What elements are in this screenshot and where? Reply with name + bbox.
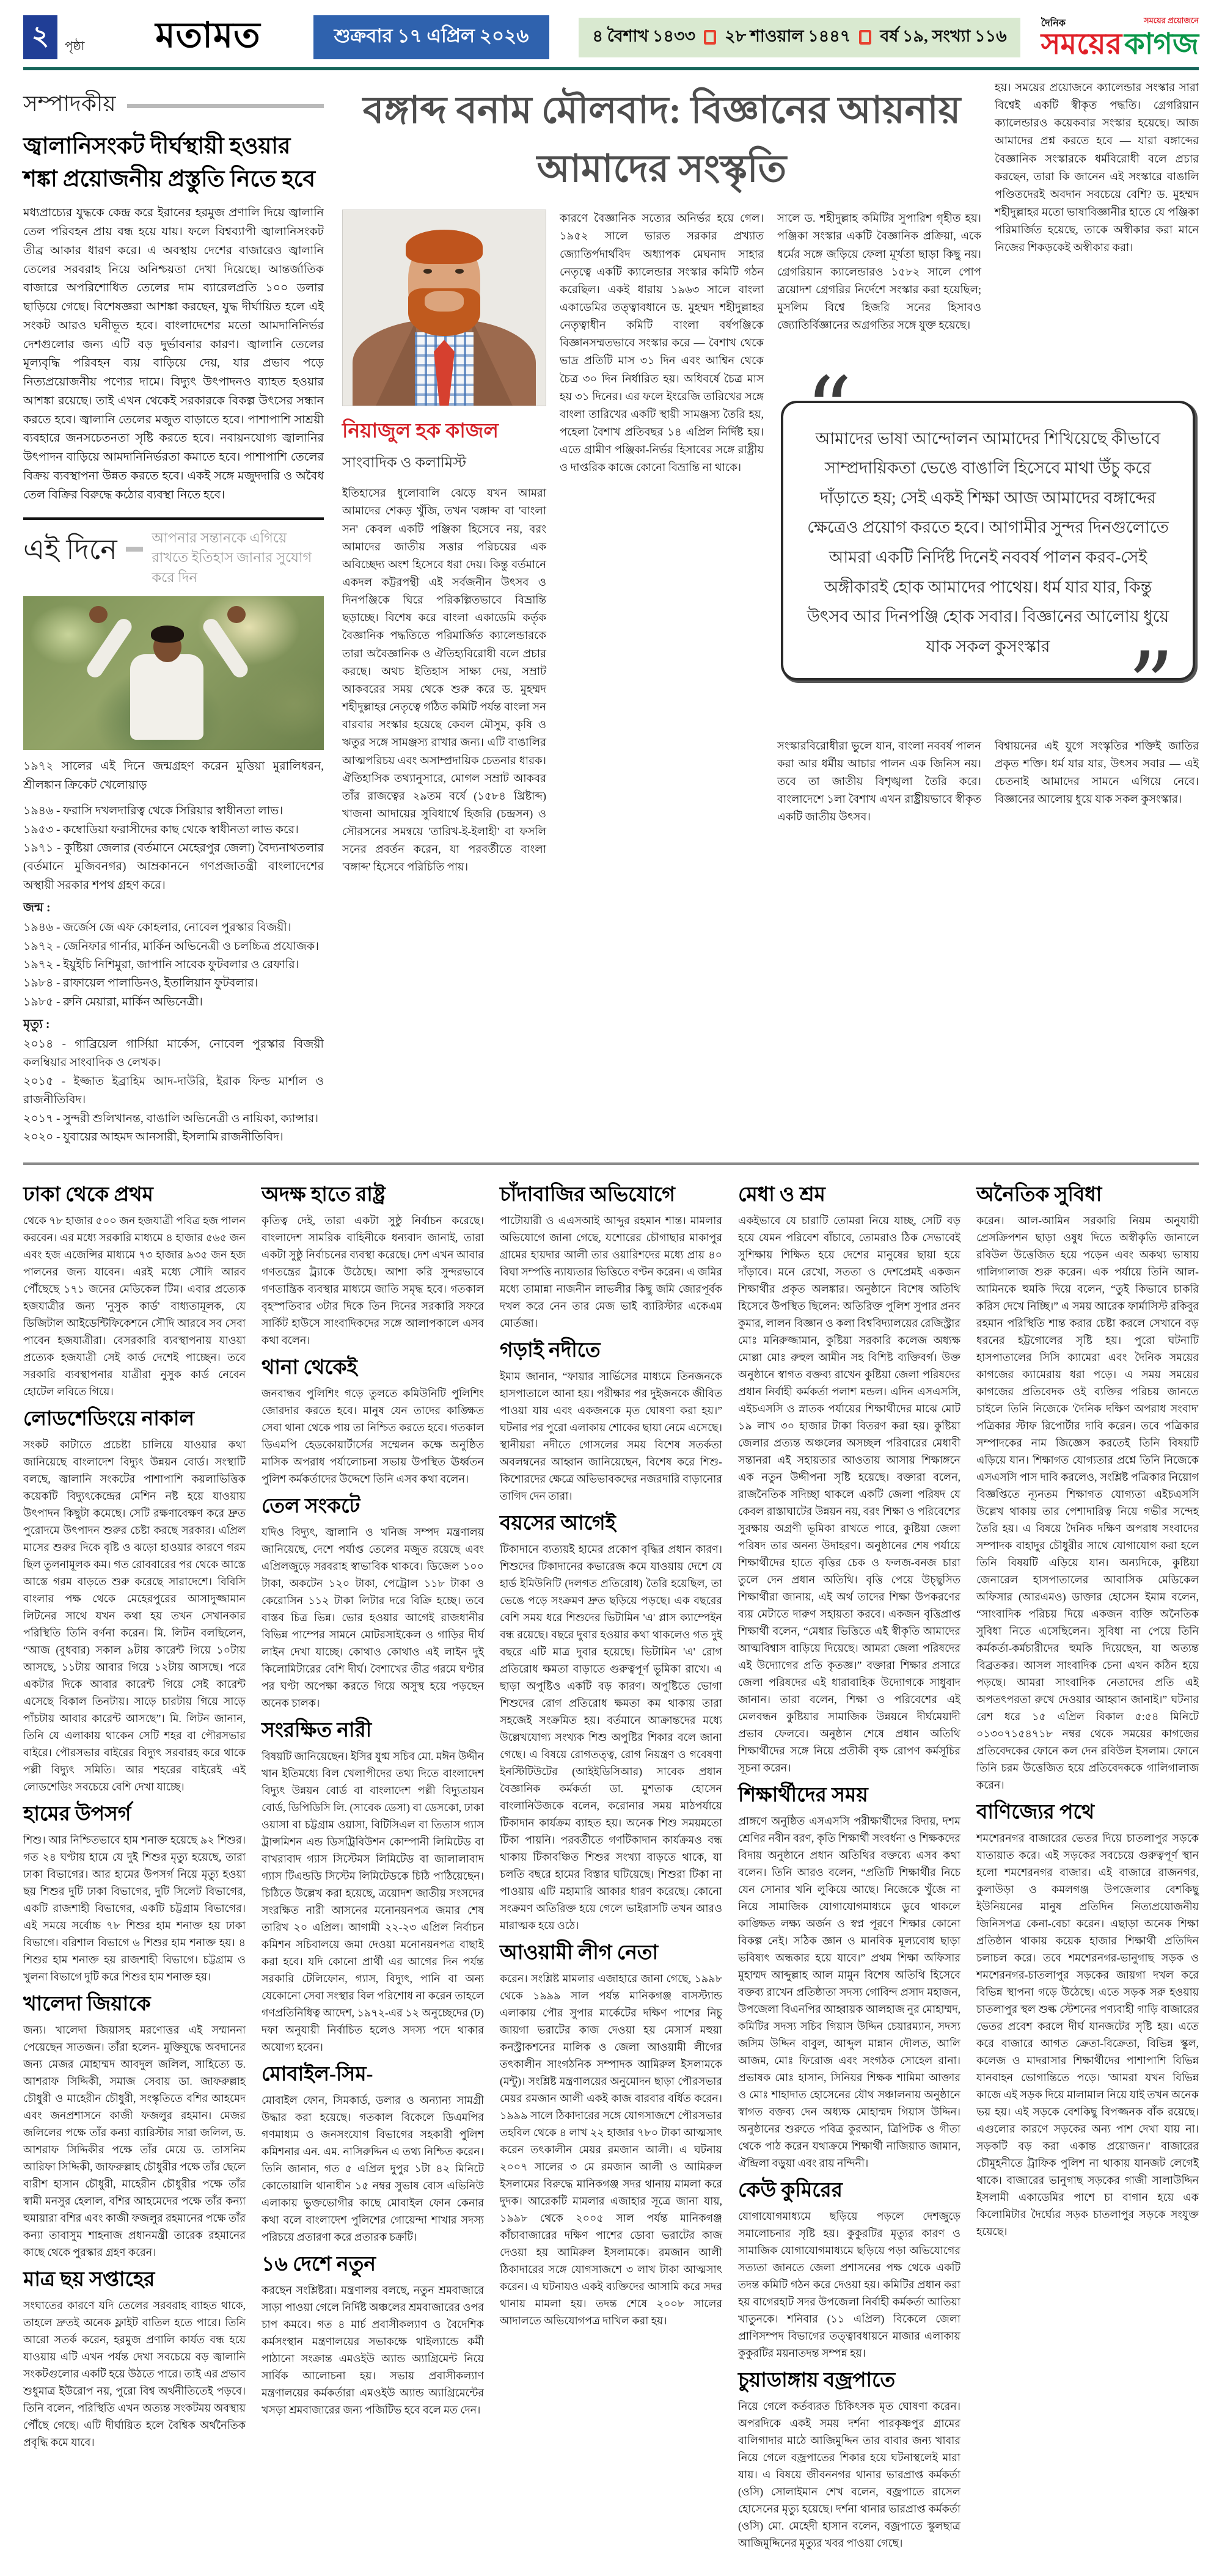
brief-article <box>262 1494 484 1712</box>
newspaper-logo <box>1041 15 1199 59</box>
brief-headline: শিক্ষার্থীদের সময় <box>738 1784 868 1807</box>
brief-headline: সংরক্ষিত নারী <box>262 1720 372 1742</box>
brief-body: করেন। আল-আমিন সরকারি নিয়ম অনুযায়ী প্রেসক্রিপশন ছাড়া ওষুধ দিতে অস্বীকৃতি জানালে রবিউল উত্তেজিত হয়ে পড়েন এবং অকথ্য ভাষায় গালিগালাজ শুরু করেন। এক পর্যায়ে তিনি আল-আমিনকে হুমকি দিয়ে বলেন, “তুই কিভাবে চাকরি করিস দেখে নিচ্ছি।” এ সময় আরেক ফার্মাসিস্ট রকিবুর রহমান পরিস্থিতি শান্ত করার চেষ্টা করলে সেখানে বড় ধরনের হট্টগোলের সৃষ্টি হয়। পুরো ঘটনাটি হাসপাতালের সিসি ক্যামেরা এবং দৈনিক সময়ের কাগজের ক্যামেরায় ধরা পড়ে। এ সময় সময়ের কাগজের প্রতিবেদক ওই ব্যক্তির পরিচয় জানতে চাইলে তিনি নিজেকে 'দৈনিক দক্ষিণ অপরাধ সংবাদ' পত্রিকার স্টাফ রিপোর্টার দাবি করেন। তবে পত্রিকার সম্পাদকের নাম জিজ্ঞেস করতেই তিনি বিষয়টি এড়িয়ে যান। শিক্ষাগত যোগ্যতার প্রশ্নে তিনি নিজেকে এসএসসি পাস দাবি করলেও, সংশ্লিষ্ট পত্রিকার নিয়োগ বিজ্ঞপ্তিতে ন্যূনতম শিক্ষাগত যোগ্যতা এইচএসসি উল্লেখ থাকায় তার পেশাদারিত্ব নিয়ে গভীর সন্দেহ তৈরি হয়। এ বিষয়ে দৈনিক দক্ষিণ অপরাধ সংবাদের সম্পাদক বাহাদুর চৌধুরীর সাথে যোগাযোগ করা হলে তিনি বিষয়টি এড়িয়ে যান। অন্যদিকে, কুষ্টিয়া জেনারেল হাসপাতালের আবাসিক মেডিকেল অফিসার (আরএমও) ডাক্তার হোসেন ইমাম বলেন, “সাংবাদিক পরিচয় দিয়ে একজন ব্যক্তি অনৈতিক সুবিধা নিতে এসেছিলেন। সুবিধা না পেয়ে তিনি কর্মকর্তা-কর্মচারীদের হুমকি দিয়েছেন, যা অত্যন্ত বিব্রতকর। আসল সাংবাদিক চেনা এখন কঠিন হয়ে পড়ছে। আমরা সাংবাদিক নেতাদের প্রতি এই অপতৎপরতা রুখে দেওয়ার আহ্বান জানাই।” ঘটনার রেশ ধরে ১৫ এপ্রিল বিকাল ৫:৫৪ মিনিটে ০১৩০৭১৫৪৭১৮ নম্বর থেকে সময়ের কাগজের প্রতিবেদকের ফোনে কল দেন রবিউল ইসলাম। ফোনে তিনি চরম উত্তেজিত হয়ে প্রতিবেদককে গালিগালাজ করেন। <box>976 1214 1199 1792</box>
author-photo <box>342 210 546 406</box>
birth-item: ১৯৪৬ - জর্জেস জে এফ কোহলার, নোবেল পুরস্কার বিজয়ী। <box>23 921 291 935</box>
separator-square-icon <box>704 30 716 45</box>
brief-body: নিয়ে গেলে কর্তব্যরত চিকিৎসক মৃত ঘোষণা করেন। অপরদিকে একই সময় দর্শনা পারকৃষ্ণপুর গ্রামের বালিগাদার মাঠে আজিমুদ্দিন তার বাবার জন্য খাবার নিয়ে গেলে বজ্রপাতের শিকার হয়ে ঘটনাস্থলেই মারা যায়। এ বিষয়ে জীবননগর থানার ভারপ্রাপ্ত কর্মকর্তা (ওসি) সোলাইমান শেখ বলেন, বজ্রপাতে রাসেল হোসেনের মৃত্যু হয়েছে। দর্শনা থানার ভারপ্রাপ্ত কর্মকর্তা (ওসি) মো. মেহেদী হাসান বলেন, বজ্রপাতে স্কুলছাত্র আজিমুদ্দিনের মৃত্যুর খবর পাওয়া গেছে। <box>738 2400 960 2549</box>
author-hair <box>406 230 483 264</box>
brief-headline: হামের উপসর্গ <box>23 1803 131 1826</box>
brief-article <box>23 1182 246 1400</box>
this-day-event: ১৯৫৩ - কম্বোডিয়া ফরাসীদের কাছ থেকে স্বাধীনতা লাভ করে। <box>23 823 299 836</box>
briefs-column-2 <box>262 1176 484 2558</box>
births-label: জন্ম : <box>23 901 51 915</box>
this-day-event: ১৯৭১ - কুষ্টিয়া জেলার (বর্তমানে মেহেরপুর জেলা) বৈদ্যনাথতলার (বর্তমানে মুজিবনগর) আম্রকাননে গণপ্রজাতন্ত্রী বাংলাদেশের অস্থায়ী সরকার শপথ গ্রহণ করে। <box>23 841 324 892</box>
brief-article <box>262 1355 484 1487</box>
birth-item: ১৯৭২ - ইয়ুইচি নিশিমুরা, জাপানি সাবেক ফুটবলার ও রেফারি। <box>23 958 299 971</box>
brief-body: বিষয়টি জানিয়েছেন। ইসির যুগ্ম সচিব মো. মঈন উদ্দীন খান ইতিমধ্যে বিল খেলাপীদের তথ্য দিতে বাংলাদেশ বিদ্যুৎ উন্নয়ন বোর্ড বা বাংলাদেশ পল্লী বিদ্যুতায়ন বোর্ড, ডিপিডিসি লি. (সাবেক ডেসা) বা ডেসকো, ঢাকা ওয়াসা বা চট্টগ্রাম ওয়াসা, বিটিসিএল বা তিতাস গ্যাস ট্রান্সমিশন এন্ড ডিসট্রিবিউশন কোম্পানী লিমিটেড বা বাখরাবাদ গ্যাস সিস্টেমস লিমিটেড বা জালালাবাদ গ্যাস টিএন্ডডি সিস্টেম লিমিটেডকে চিঠি পাঠিয়েছেন। চিঠিতে উল্লেখ করা হয়েছে, ত্রয়োদশ জাতীয় সংসদের সংরক্ষিত নারী আসনের মনোনয়নপত্র জমার শেষ তারিখ ২০ এপ্রিল। আগামী ২২-২৩ এপ্রিল নির্বাচন কমিশন সচিবালয়ে জমা দেওয়া মনোনয়নপত্র বাছাই করা হবে। যদি কোনো প্রার্থী এর আগের দিন পর্যন্ত সরকারি টেলিফোন, গ্যাস, বিদ্যুৎ, পানি বা অন্য যেকোনো সেবা সংস্থার বিল পরিশোধ না করেন তাহলে গণপ্রতিনিধিত্ব আদেশ, ১৯৭২-এর ১২ অনুচ্ছেদের (ঢ) দফা অনুযায়ী নির্বাচিত হলেও সদস্য পদে থাকার অযোগ্য হবেন। <box>262 1750 484 2053</box>
player-left-arm <box>84 616 134 681</box>
brief-body: শিশু। আর নিশ্চিতভাবে হাম শনাক্ত হয়েছে ৯২ শিশুর। গত ২৪ ঘণ্টায় হামে যে দুই শিশুর মৃত্যু হয়েছে, তারা ঢাকা বিভাগের। আর হামের উপসর্গ নিয়ে মৃত্যু হওয়া ছয় শিশুর দুটি ঢাকা বিভাগের, দুটি সিলেট বিভাগের, একটি রাজশাহী বিভাগের, একটি চট্টগ্রাম বিভাগের। এই সময়ে সর্বোচ্চ ৭৮ শিশুর হাম শনাক্ত হয় ঢাকা বিভাগে। বরিশাল বিভাগে ৬ শিশুর হাম শনাক্ত হয়। ৪ শিশুর হাম শনাক্ত হয় রাজশাহী বিভাগে। চট্টগ্রাম ও খুলনা বিভাগে দুটি করে শিশুর হাম শনাক্ত হয়। <box>23 1834 246 1983</box>
article-body-a: ইতিহাসের ধুলোবালি ঝেড়ে যখন আমরা আমাদের শেকড় খুঁজি, তখন 'বঙ্গাব্দ' বা 'বাংলা সন' কেবল একটি পঞ্জিকা হিসেবে নয়, বরং আমাদের জাতীয় সত্তার পরিচয়ের এক অবিচ্ছেদ্য অংশ হিসেবে ধরা দেয়। কিন্তু বর্তমানে একদল কট্টরপন্থী এই সর্বজনীন উৎসব ও দিনপঞ্জিকে ঘিরে পরিকল্পিতভাবে বিভ্রান্তি ছড়াচ্ছে। বিশেষ করে বাংলা একাডেমি কর্তৃক বৈজ্ঞানিক পদ্ধতিতে পরিমার্জিত ক্যালেন্ডারকে তারা অবৈজ্ঞানিক ও ঐতিহ্যবিরোধী বলে প্রচার করছে। অথচ ইতিহাস সাক্ষ্য দেয়, সম্রাট আকবরের সময় থেকে শুরু করে ড. মুহম্মদ শহীদুল্লাহর নেতৃত্বে গঠিত কমিটি পর্যন্ত বাংলা সন বারবার সংস্কার হয়েছে কেবল মৌসুম, কৃষি ও ঋতুর সঙ্গে সামঞ্জস্য রাখার জন্য। এটি বাঙালির আত্মপরিচয় এবং অসাম্প্রদায়িক চেতনার ধারক। ঐতিহাসিক তথ্যানুসারে, মোগল সম্রাট আকবর তাঁর রাজত্বের ২৯তম বর্ষে (১৫৮৪ খ্রিষ্টাব্দ) খাজনা আদায়ের সুবিধার্থে হিজরি (চন্দ্রসন) ও সৌরসনের সমন্বয়ে 'তারিখ-ই-ইলাহী' বা ফসলি সনের প্রবর্তন করেন, যা পরবর্তীতে বাংলা 'বঙ্গাব্দ' হিসেবে পরিচিতি পায়। <box>342 487 546 874</box>
brief-body: পাটোয়ারী ও এএসআই আব্দুর রহমান শান্ত। মামলার অভিযোগে জানা গেছে, যশোরের চৌগাছার মাকাপুর গ্রামের হায়দার আলী তার ওয়ারিশদের মধ্যে প্রায় ৪০ বিঘা সম্পত্তি ন্যায্যতার ভিত্তিতে বণ্টন করেন। এ জমির মধ্যে তামান্না নাজনীন লাভলীর কিছু জমি জোরপূর্বক দখল করে নেন তার মেজ ভাই ব্যারিস্টার একেএম মোর্তজা। <box>500 1214 722 1330</box>
this-day-header <box>23 528 324 588</box>
deaths-label: মৃত্যু : <box>23 1018 50 1032</box>
brief-body: কৃতিত্ব দেই, তারা একটা সুষ্ঠু নির্বাচন করেছে। বাংলাদেশ সামরিক বাহিনীকে ধন্যবাদ জানাই, তারা একটা সুষ্ঠু নির্বাচনের ব্যবস্থা করেছে। দেশ এখন আবার গণতন্ত্রের ট্র্যাকে উঠেছে। আশা করি সুন্দরভাবে গণতান্ত্রিক ব্যবস্থার মাধ্যমে জাতি সমৃদ্ধ হবে। গতকাল বৃহস্পতিবার ৩টার দিকে তিন দিনের সরকারি সফরে সার্কিট হাউসে সাংবাদিকদের সঙ্গে আলাপকালে এসব কথা বলেন। <box>262 1214 484 1347</box>
article-column-c-top: সালে ড. শহীদুল্লাহ কমিটির সুপারিশ গৃহীত হয়। পঞ্জিকা সংস্কার একটি বৈজ্ঞানিক প্রক্রিয়া, একে ধর্মের সঙ্গে জড়িয়ে ফেলা মূর্খতা ছাড়া কিছু নয়। গ্রেগরিয়ান ক্যালেন্ডারও ১৫৮২ সালে পোপ ত্রয়োদশ গ্রেগরির নির্দেশে সংস্কার করা হয়েছিল; মুসলিম বিশ্বে হিজরি সনের হিসাবও জ্যোতির্বিজ্ঞানের অগ্রগতির সঙ্গে যুক্ত হয়েছে। <box>777 212 981 332</box>
briefs-divider <box>23 1162 1199 1165</box>
editorial-rule <box>127 104 324 108</box>
brief-headline: অদক্ষ হাতে রাষ্ট্র <box>262 1184 386 1206</box>
brief-headline: ঢাকা থেকে প্রথম <box>23 1184 153 1206</box>
author-title: সাংবাদিক ও কলামিস্ট <box>342 455 467 472</box>
editorial-body: মধ্যপ্রাচ্যের যুদ্ধকে কেন্দ্র করে ইরানের হরমুজ প্রণালি দিয়ে জ্বালানি তেল পরিবহন প্রায় বন্ধ হয়ে যায়। ফলে বিশ্বব্যাপী জ্বালানিসংকট তীব্র আকার ধারণ করে। এ অবস্থায় দেশের বাজারেও জ্বালানি তেলের সরবরাহ নিয়ে অনিশ্চয়তা দেখা দিয়েছে। আন্তর্জাতিক বাজারে অপরিশোধিত তেলের দাম ব্যারেলপ্রতি ১০০ ডলার ছাড়িয়ে গেছে। বিশেষজ্ঞরা আশঙ্কা করছেন, যুদ্ধ দীর্ঘায়িত হলে এই সংকট আরও ঘনীভূত হবে। বাংলাদেশের মতো আমদানিনির্ভর দেশগুলোর জন্য এটি বড় দুর্ভাবনার কারণ। জ্বালানি তেলের মূল্যবৃদ্ধি পরিবহন ব্যয় বাড়িয়ে দেয়, যার প্রভাব পড়ে নিত্যপ্রয়োজনীয় পণ্যের দামে। বিদ্যুৎ উৎপাদনও ব্যাহত হওয়ার আশঙ্কা রয়েছে। তাই এখন থেকেই সরকারকে বিকল্প উৎসের সন্ধান করতে হবে। জ্বালানি তেলের মজুত বাড়াতে হবে। পাশাপাশি সাশ্রয়ী ব্যবহারে জনসচেতনতা সৃষ্টি করতে হবে। নবায়নযোগ্য জ্বালানির উৎপাদন বাড়িয়ে আমদানিনির্ভরতা কমাতে হবে। পাশাপাশি তেলের বিক্রয় ব্যবস্থাপনা উন্নত করতে হবে। একই সঙ্গে মজুদদারি ও অবৈধ তেল বিক্রির বিরুদ্ধে কঠোর ব্যবস্থা নিতে হবে। <box>23 206 324 502</box>
brief-headline: গড়াই নদীতে <box>500 1340 601 1362</box>
pull-quote-wrap <box>777 357 1199 740</box>
pull-quote-text: আমাদের ভাষা আন্দোলন আমাদের শিখিয়েছে কীভাবে সাম্প্রদায়িকতা ভেঙে বাঙালি হিসেবে মাথা উঁচু করে দাঁড়াতে হয়; সেই একই শিক্ষা আজ আমাদের বঙ্গাব্দের ক্ষেত্রেও প্রয়োগ করতে হবে। আগামীর সুন্দর দিনগুলোতে আমরা একটি নির্দিষ্ট দিনেই নববর্ষ পালন করব-সেই অঙ্গীকারই হোক আমাদের পাথেয়। ধর্ম যার যার, কিন্তু উৎসব আর দিনপঞ্জি হোক সবার। বিজ্ঞানের আলোয় ধুয়ে যাক সকল কুসংস্কার <box>807 429 1169 655</box>
article-column-d-top: হয়। সময়ের প্রয়োজনে ক্যালেন্ডার সংস্কার সারা বিশ্বেই একটি স্বীকৃত পদ্ধতি। গ্রেগরিয়ান ক্যালেন্ডারও কয়েকবার সংস্কার হয়েছে। আজ আমাদের প্রশ্ন করতে হবে — যারা বঙ্গাব্দের বৈজ্ঞানিক সংস্কারকে ধর্মবিরোধী বলে প্রচার করছেন, তারা কি জানেন এই সংস্কারে বাঙালি পণ্ডিতদেরই অবদান সবচেয়ে বেশি? ড. মুহম্মদ শহীদুল্লাহর মতো ভাষাবিজ্ঞানীর হাতে যে পঞ্জিকা পরিমার্জিত হয়েছে, তাকে অস্বীকার করা মানে নিজের শিকড়কেই অস্বীকার করা। <box>995 81 1199 254</box>
brief-article <box>500 1338 722 1505</box>
editorial-headline: জ্বালানিসংকট দীর্ঘস্থায়ী হওয়ার শঙ্কা প্রয়োজনীয় প্রস্তুতি নিতে হবে <box>23 134 316 192</box>
brief-article <box>500 1182 722 1332</box>
death-item: ২০২০ - যুবায়ের আহমদ আনসারী, ইসলামি রাজনীতিবিদ। <box>23 1131 284 1144</box>
brief-article <box>500 1940 722 2329</box>
brief-headline: মোবাইল-সিম- <box>262 2063 373 2085</box>
issue-info: বর্ষ ১৯, সংখ্যা ১১৬ <box>880 26 1007 45</box>
brief-article <box>262 2252 484 2418</box>
player-right-arm <box>200 616 251 681</box>
brief-headline: খালেদা জিয়াকে <box>23 1993 151 2016</box>
cricket-player-photo <box>23 596 324 750</box>
briefs-column-5 <box>976 1176 1199 2558</box>
player-torso <box>130 654 203 740</box>
editorial-this-day-divider <box>23 517 324 520</box>
date-box: শুক্রবার ১৭ এপ্রিল ২০২৬ <box>313 15 550 59</box>
article-column-a <box>342 210 546 876</box>
logo-word-2: কাগজ <box>1124 28 1199 60</box>
brief-headline: আওয়ামী লীগ নেতা <box>500 1942 659 1965</box>
header-divider <box>23 67 1199 70</box>
birth-item: ১৯৭২ - জেনিফার গার্নার, মার্কিন অভিনেত্রী ও চলচ্চিত্র প্রযোজক। <box>23 940 319 953</box>
brief-headline: বয়সের আগেই <box>500 1512 616 1535</box>
brief-headline: কেউ কুমিরের <box>738 2180 843 2202</box>
player-hair <box>151 626 184 643</box>
close-quote-icon: ” <box>1127 633 1174 740</box>
brief-article <box>738 1782 960 2172</box>
this-day-event: ১৯৪৬ - ফরাসি দখলদারিত্ব থেকে সিরিয়ার স্বাধীনতা লাভ। <box>23 805 284 818</box>
briefs-column-3 <box>500 1176 722 2558</box>
brief-headline: তেল সংকটে <box>262 1495 360 1518</box>
author-name: নিয়াজুল হক কাজল <box>342 420 499 443</box>
brief-body: শমশেরনগর বাজারের ভেতর দিয়ে চাতলাপুর সড়কে যাতায়াত করে। এই সড়কের সবচেয়ে গুরুত্বপূর্ণ স্থান হলো শমশেরনগর বাজার। এই বাজারে রাজনগর, কুলাউড়া ও কমলগঞ্জ উপজেলার বেশকিছু ইউনিয়নের মানুষ প্রতিদিন নিত্যপ্রয়োজনীয় জিনিসপত্র কেনা-বেচা করেন। এছাড়া অনেক শিক্ষা প্রতিষ্ঠান থাকায় কয়েক হাজার শিক্ষার্থী প্রতিদিন চলাচল করে। তবে শমশেরনগর-ভানুগাছ সড়ক ও শমশেরনগর-চাতলাপুর সড়কের জায়গা দখল করে বিভিন্ন স্থাপনা গড়ে উঠেছে। এতে সড়ক সরু হওয়ায় চাতলাপুর স্থল শুল্ক স্টেশনের পণ্যবাহী গাড়ি বাজারের ভেতর প্রবেশ করলে দীর্ঘ যানজটের সৃষ্টি হয়। এতে করে বাজারে আগত ক্রেতা-বিক্রেতা, বিভিন্ন স্কুল, কলেজ ও মাদরাসার শিক্ষার্থীদের পাশাপাশি বিভিন্ন যানবাহন ভোগান্তিতে পড়ে। 'আমরা যখন বিভিন্ন কাজে এই সড়ক দিয়ে মালামাল নিয়ে যাই তখন অনেক ভয় হয়। এই সড়কে বেশকিছু বিপজ্জনক বাঁক রয়েছে। এগুলোর কারণে সড়কের অন্য পাশ দেখা যায় না। সড়কটি বড় করা একান্ত প্রয়োজন।' বাজারের চৌমুহনীতে ট্রাফিক পুলিশ না থাকায় যানজট লেগেই থাকে। বাজারের ভানুগাছ সড়কের গাজী সালাউদ্দিন ইসলামী একাডেমির পাশে চা বাগান হয়ে এক কিলোমিটার দৈর্ঘ্যের সড়ক চাতলাপুর সড়কে সংযুক্ত হয়েছে। <box>976 1832 1199 2238</box>
logo-tagline: সময়ের প্রয়োজনে <box>1143 16 1199 25</box>
brief-headline: লোডশেডিংয়ে নাকাল <box>23 1408 195 1431</box>
brief-headline: মাত্র ছয় সপ্তাহের <box>23 2269 155 2291</box>
this-day-label: এই দিনে <box>23 533 117 565</box>
logo-word-1: সময়ের <box>1041 28 1122 60</box>
masthead <box>23 11 1199 64</box>
hijri-date: ২৮ শাওয়াল ১৪৪৭ <box>725 26 851 45</box>
brief-body: সংঘাতের কারণে যদি তেলের সরবরাহ ব্যাহত থাকে, তাহলে দ্রুতই অনেক ফ্লাইট বাতিল হতে পারে। তিনি আরো সতর্ক করেন, হরমুজ প্রণালি কার্যত বন্ধ হয়ে যাওয়ায় এটি এখন পর্যন্ত দেখা সবচেয়ে বড় জ্বালানি সংকটগুলোর একটি হয়ে উঠতে পারে। তাই এর প্রভাব শুধুমাত্র ইউরোপ নয়, পুরো বিশ্ব অর্থনীতিতেই পড়বে। তিনি বলেন, পরিস্থিতি এখন অত্যন্ত সংকটময় অবস্থায় পৌঁছে গেছে। এটি দীর্ঘায়িত হলে বৈশ্বিক অর্থনৈতিক প্রবৃদ্ধি কমে যাবে। <box>23 2299 246 2448</box>
birth-item: ১৯৮৫ - রুনি মেয়ারা, মার্কিন অভিনেত্রী। <box>23 995 203 1009</box>
brief-body: জনবান্ধব পুলিশিং গড়ে তুলতে কমিউনিটি পুলিশিং জোরদার করতে হবে। মানুষ যেন তাদের কাঙ্ক্ষিত সেবা থানা থেকে পায় তা নিশ্চিত করতে হবে। গতকাল ডিএমপি হেডকোয়ার্টার্সের সম্মেলন কক্ষে অনুষ্ঠিত মাসিক অপরাধ পর্যালোচনা সভায় উপস্থিত ঊর্ধ্বতন পুলিশ কর্মকর্তাদের উদ্দেশে তিনি এসব কথা বলেন। <box>262 1387 484 1486</box>
brief-headline: ১৬ দেশে নতুন <box>262 2253 376 2275</box>
brief-article <box>262 1718 484 2056</box>
brief-article <box>23 1801 246 1985</box>
brief-article <box>500 1511 722 1934</box>
brief-body: করেন। সংশ্লিষ্ট মামলার এজাহারে জানা গেছে, ১৯৯৮ থেকে ১৯৯৯ সাল পর্যন্ত মানিকগঞ্জ বাসস্ট্যান্ড এলাকায় পৌর সুপার মার্কেটের দক্ষিণ পাশের নিচু জায়গা ভরাটের কাজ দেওয়া হয় মেসার্স মহুয়া কনস্ট্রাকশনের মালিক ও জেলা আওয়ামী লীগের তৎকালীন সাংগঠনিক সম্পাদক আমিরুল ইসলামকে (মন্টু)। সংশ্লিষ্ট মন্ত্রণালয়ের অনুমোদন ছাড়া পৌরসভার মেয়র রমজান আলী একই কাজ বারবার বর্ধিত করেন। ১৯৯৯ সালে ঠিকাদারের সঙ্গে যোগসাজশে পৌরসভার তহবিল থেকে ৪ লাখ ২২ হাজার ৭৮০ টাকা আত্মসাৎ করেন তৎকালীন মেয়র রমজান আলী। এ ঘটনায় ২০০৭ সালের ৩ মে রমজান আলী ও আমিরুল ইসলামের বিরুদ্ধে মানিকগঞ্জ সদর থানায় মামলা করে দুদক। আরেকটি মামলার এজাহার সূত্রে জানা যায়, ১৯৯৮ থেকে ২০০৫ সাল পর্যন্ত মানিকগঞ্জ কাঁচাবাজারের দক্ষিণ পাশের ডোবা ভরাটের কাজ দেওয়া হয় আমিরুল ইসলামকে। রমজান আলী ঠিকাদারের সঙ্গে যোগসাজশে ৩ লাখ টাকা আত্মসাৎ করেন। এ ঘটনায়ও একই ব্যক্তিদের আসামি করে সদর থানায় মামলা হয়। তদন্ত শেষে ২০০৮ সালের আদালতে অভিযোগপত্র দাখিল করা হয়। <box>500 1972 722 2327</box>
brief-body: টিকাদানে ব্যত্যয়ই হামের প্রকোপ বৃদ্ধির প্রধান কারণ। শিশুদের টিকাদানের কভারেজ কমে যাওয়ায় দেশে যে হার্ড ইমিউনিটি (দলগত প্রতিরোধ) তৈরি হয়েছিল, তা ভেঙে পড়ে সংক্রমণ দ্রুত ছড়িয়ে পড়ছে। এক বছরের বেশি সময় ধরে শিশুদের ভিটামিন 'এ' প্লাস ক্যাম্পেইন বন্ধ রয়েছে। বছরে দুবার হওয়ার কথা থাকলেও গত দুই বছরে এটি মাত্র দুবার হয়েছে। ভিটামিন 'এ' রোগ প্রতিরোধ ক্ষমতা বাড়াতে গুরুত্বপূর্ণ ভূমিকা রাখে। এ ছাড়া অপুষ্টিও একটি বড় কারণ। অপুষ্টিতে ভোগা শিশুদের রোগ প্রতিরোধ ক্ষমতা কম থাকায় তারা সহজেই সংক্রমিত হয়। বর্তমানে আক্রান্তদের মধ্যে উল্লেখযোগ্য সংখ্যক শিশু অপুষ্টির শিকার বলে জানা গেছে। এ বিষয়ে রোগতত্ত্ব, রোগ নিয়ন্ত্রণ ও গবেষণা ইনস্টিটিউটের (আইইডিসিআর) সাবেক প্রধান বৈজ্ঞানিক কর্মকর্তা ডা. মুশতাক হোসেন বাংলানিউজকে বলেন, করোনার সময় মাঠপর্যায়ে টিকাদান কার্যক্রম ব্যাহত হয়। অনেক শিশু সময়মতো টিকা পায়নি। পরবর্তীতে গণটিকাদান কার্যক্রমও বন্ধ থাকায় টিকাবঞ্চিত শিশুর সংখ্যা বাড়তে থাকে, যা চলতি বছরে হামের বিস্তার ঘটিয়েছে। শিশুরা টিকা না পাওয়ায় এটি মহামারি আকার ধারণ করেছে। কোনো সংক্রমণ অতিরিক্ত হয়ে গেলে ভাইরাসটি তখন আরও মারাত্মক হয়ে ওঠে। <box>500 1543 722 1932</box>
briefs-column-4 <box>738 1176 960 2558</box>
brief-article <box>976 1182 1199 1793</box>
open-quote-icon: “ <box>805 357 852 464</box>
brief-headline: মেধা ও শ্রম <box>738 1184 825 1206</box>
this-day-dash <box>126 547 144 552</box>
brief-body: যোগাযোগমাধ্যমে ছড়িয়ে পড়লে দেশজুড়ে সমালোচনার সৃষ্টি হয়। কুকুরটির মৃত্যুর কারণ ও সামাজিক যোগাযোগমাধ্যমে ছড়িয়ে পড়া অভিযোগের সত্যতা জানতে জেলা প্রশাসনের পক্ষ থেকে একটি তদন্ত কমিটি গঠন করে দেওয়া হয়। কমিটির প্রধান করা হয় বাগেরহাট সদর উপজেলা নির্বাহী কর্মকর্তা আতিয়া খাতুনকে। শনিবার (১১ এপ্রিল) বিকেলে জেলা প্রাণিসম্পদ বিভাগের তত্ত্বাবধায়নে মাজার এলাকায় কুকুরটির ময়নাতদন্ত সম্পন্ন হয়। <box>738 2210 960 2360</box>
page-number-box <box>23 15 57 59</box>
article-column-d-bottom: বিশ্বায়নের এই যুগে সংস্কৃতির শক্তিই জাতির প্রকৃত শক্তি। ধর্ম যার যার, উৎসব সবার — এই চেতনাই আমাদের সামনে এগিয়ে নেবে। বিজ্ঞানের আলোয় ধুয়ে যাক সকল কুসংস্কার। <box>995 739 1199 806</box>
main-article <box>342 79 1199 1147</box>
brief-body: সংকট কাটাতে প্রচেষ্টা চালিয়ে যাওয়ার কথা জানিয়েছে বাংলাদেশ বিদ্যুৎ উন্নয়ন বোর্ড। সংস্থাটি বলছে, জ্বালানি সংকটের পাশাপাশি কয়লাভিত্তিক কয়েকটি বিদ্যুৎকেন্দ্রের মেশিন নষ্ট হয়ে যাওয়ায় উৎপাদন কিছুটা কমেছে। সেটি রক্ষণাবেক্ষণ করে দ্রুত পুরোদমে উৎপাদন শুরুর চেষ্টা করছে সরকার। এপ্রিল মাসের শুরুর দিকে বৃষ্টি ও ঝড়ো হাওয়ার কারণে গরম ছিল তুলনামূলক কম। গত রোববারের পর থেকে আস্তে আস্তে গরম বাড়তে শুরু করেছে সারাদেশে। বিবিসি বাংলার পক্ষ থেকে মেহেরপুরের আসাদুজ্জামান লিটনের সাথে যখন কথা হয় তখন সেখানকার পরিস্থিতি তিনি বর্ণনা করেন। মি. লিটন বলছিলেন, “আজ (বুধবার) সকাল ৯টায় কারেন্ট গিয়ে ১০টায় আসছে, ১১টায় আবার গিয়ে ১২টায় আসছে। পরে একটার দিকে আবার কারেন্ট গিয়ে সেই কারেন্ট এসেছে বিকাল তিনটায়। সাড়ে চারটায় গিয়ে সাড়ে পাঁচটায় আবার কারেন্ট আসছে”। মি. লিটন জানান, তিনি যে এলাকায় থাকেন সেটি শহর বা পৌরসভার বাইরে। পৌরসভার বাইরের বিদ্যুৎ সরবারহ করে থাকে পল্লী বিদ্যুৎ সমিতি। আর শহরের বাইরেই এই লোডশেডিং সবচেয়ে বেশি দেখা যাচ্ছে। <box>23 1439 246 1793</box>
brief-headline: অনৈতিক সুবিধা <box>976 1184 1102 1206</box>
main-headline: বঙ্গাব্দ বনাম মৌলবাদ: বিজ্ঞানের আয়নায় আমাদের সংস্কৃতি <box>362 90 961 191</box>
brief-headline: চাঁদাবাজির অভিযোগে <box>500 1184 675 1206</box>
brief-article <box>738 1182 960 1776</box>
brief-body: থেকে ৭৮ হাজার ৫০০ জন হজযাত্রী পবিত্র হজ পালন করবেন। এর মধ্যে সরকারি মাধ্যমে ৪ হাজার ৫৬৫ জন এবং হজ এজেন্সির মাধ্যমে ৭৩ হাজার ৯৩৫ জন হজ পালনের জন্য যাবেন। এরই মধ্যে সৌদি আরব পৌঁছেছে ১৭১ জনের মেডিকেল টিম। এবার প্রত্যেক হজযাত্রীর জন্য 'নুসুক কার্ড' বাধ্যতামূলক, যে ডিজিটাল আইডেন্টিফিকেশনে সৌদি আরবে সব সেবা পাবেন হজযাত্রীরা। বেসরকারি ব্যবস্থাপনায় যাওয়া প্রত্যেক হজযাত্রী সেই কার্ড দেশেই পাচ্ছেন। তবে সরকারি ব্যবস্থাপনার যাত্রীরা নুসুক কার্ড নেবেন হোটেল লবিতে গিয়ে। <box>23 1214 246 1398</box>
briefs-section <box>23 1176 1199 2558</box>
brief-article <box>738 2368 960 2552</box>
article-column-b: কারণে বৈজ্ঞানিক সত্যের অনির্ভর হয়ে গেল। ১৯৫২ সালে ভারত সরকার প্রখ্যাত জ্যোতির্পদার্থবিদ অধ্যাপক মেঘনাদ সাহার নেতৃত্বে একটি ক্যালেন্ডার সংস্কার কমিটি গঠন করেছিল। একই ধারায় ১৯৬৩ সালে বাংলা একাডেমির তত্ত্বাবধানে ড. মুহম্মদ শহীদুল্লাহর নেতৃত্বাধীন কমিটি বাংলা বর্ষপঞ্জিকে বিজ্ঞানসম্মতভাবে সংস্কার করে — বৈশাখ থেকে ভাদ্র প্রতিটি মাস ৩১ দিন এবং আশ্বিন থেকে চৈত্র ৩০ দিন নির্ধারিত হয়। অধিবর্ষে চৈত্র মাস হয় ৩১ দিনের। এর ফলে ইংরেজি তারিখের সঙ্গে বাংলা তারিখের একটি স্থায়ী সামঞ্জস্য তৈরি হয়, পহেলা বৈশাখ প্রতিবছর ১৪ এপ্রিল নির্দিষ্ট হয়। এতে গ্রামীণ পঞ্জিকা-নির্ভর হিসাবের সঙ্গে রাষ্ট্রীয় ও দাপ্তরিক কাজে কোনো বিভ্রান্তি না থাকে। <box>560 212 764 474</box>
death-item: ২০১৫ - ইজ্জাত ইব্রাহিম আদ-দাউরি, ইরাক ফিল্ড মার্শাল ও রাজনীতিবিদ। <box>23 1075 324 1107</box>
brief-article <box>23 1991 246 2261</box>
pull-quote-box <box>781 357 1195 740</box>
article-column-c-bottom: সংস্কারবিরোধীরা ভুলে যান, বাংলা নববর্ষ পালন করা আর ধর্মীয় আচার পালন এক জিনিস নয়। তবে তা জাতীয় বিশৃঙ্খলা তৈরি করে। বাংলাদেশে ১লা বৈশাখ এখন রাষ্ট্রীয়ভাবে স্বীকৃত একটি জাতীয় উৎসব। <box>777 739 981 823</box>
brief-article <box>738 2178 960 2362</box>
brief-article <box>23 1406 246 1795</box>
player-left-fist <box>89 606 108 623</box>
brief-article <box>262 1182 484 1349</box>
brief-body: করছেন সংশ্লিষ্টরা। মন্ত্রণালয় বলছে, নতুন শ্রমবাজারে সাড়া পাওয়া গেলে নির্দিষ্ট অঞ্চলের শ্রমবাজারের ওপর চাপ কমবে। গত ৪ মার্চ প্রবাসীকল্যাণ ও বৈদেশিক কর্মসংস্থান মন্ত্রণালয়ের সভাকক্ষে থাইল্যান্ডে কর্মী পাঠানো সংক্রান্ত এমওইউ অ্যান্ড অ্যাগ্রিমেন্ট নিয়ে সার্বিক আলোচনা হয়। সভায় প্রবাসীকল্যাণ মন্ত্রণালয়ের কর্মকর্তারা এমওইউ অ্যান্ড অ্যাগ্রিমেন্টের খসড়া শ্রমবাজারের জন্য পজিটিভ হবে বলে মত দেন। <box>262 2283 484 2416</box>
brief-body: ইমাম জানান, “ফায়ার সার্ভিসের মাধ্যমে তিনজনকে হাসপাতালে আনা হয়। পরীক্ষার পর দুইজনকে জীবিত পাওয়া যায় এবং একজনকে মৃত ঘোষণা করা হয়।” ঘটনার পর পুরো এলাকায় শোকের ছায়া নেমে এসেছে। স্থানীয়রা নদীতে গোসলের সময় বিশেষ সতর্কতা অবলম্বনের আহ্বান জানিয়েছেন, বিশেষ করে শিশু-কিশোরদের ক্ষেত্রে অভিভাবকদের নজরদারি বাড়ানোর তাগিদ দেন তারা। <box>500 1370 722 1503</box>
birth-item: ১৯৮৪ - রাফায়েল পালাডিনও, ইতালিয়ান ফুটবলার। <box>23 977 258 990</box>
calendar-box <box>579 18 1020 57</box>
brief-body: জন্য। খালেদা জিয়াসহ মরণোত্তর এই সম্মাননা পেয়েছেন সাতজন। তাঁরা হলেন- মুক্তিযুদ্ধে অবদানের জন্য মেজর মোহাম্মদ আবদুল জলিল, সাহিত্যে ড. আশরাফ সিদ্দিকী, সমাজ সেবায় ডা. জাফরুল্লাহ চৌধুরী ও মাহেরীন চৌধুরী, সংস্কৃতিতে বশির আহমেদ এবং জনপ্রশাসনে কাজী ফজলুর রহমান। মেজর জলিলের পক্ষে তাঁর কন্যা ব্যারিস্টার সারা জলিল, ড. আশরাফ সিদ্দিকীর পক্ষে তাঁর মেয়ে ড. তাসনিম আরিফা সিদ্দিকী, জাফরুল্লাহ চৌধুরীর পক্ষে তাঁর ছেলে বারীশ হাসান চৌধুরী, মাহেরীন চৌধুরীর পক্ষে তাঁর স্বামী মনসুর হেলাল, বশির আহমেদের পক্ষে তাঁর কন্যা হুমায়ারা বশির এবং কাজী ফজলুর রহমানের পক্ষে তাঁর কন্যা তাবাসুম শাহনাজ প্রধানমন্ত্রী তারেক রহমানের কাছে থেকে পুরস্কার গ্রহণ করেন। <box>23 2024 246 2258</box>
brief-article <box>262 2062 484 2246</box>
author-mouth <box>425 291 464 312</box>
bangla-date: ৪ বৈশাখ ১৪৩৩ <box>592 26 696 45</box>
death-item: ২০১৭ - সুন্দরী শুলিখানন্ত, বাঙালি অভিনেত্রী ও নায়িকা, ক্যান্সার। <box>23 1112 319 1125</box>
brief-headline: চুয়াডাঙ্গায় বজ্রপাতে <box>738 2370 896 2392</box>
brief-headline: বাণিজ্যের পথে <box>976 1801 1095 1824</box>
brief-body: প্রাঙ্গণে অনুষ্ঠিত এসএসসি পরীক্ষার্থীদের বিদায়, দশম শ্রেণির নবীন বরণ, কৃতি শিক্ষার্থী সংবর্ধনা ও শিক্ষকদের বিদায় অনুষ্ঠানে প্রধান অতিথির বক্তব্যে এসব কথা বলেন। তিনি আরও বলেন, “প্রতিটি শিক্ষার্থীর নিচে যেন সোনার খনি লুকিয়ে আছে। নিজেকে খুঁজে না নিয়ে সামাজিক যোগাযোগমাধ্যমে ডুবে থাকলে কাঙ্ক্ষিত লক্ষ্য অর্জন ও স্বপ্ন পূরণে শিক্ষার কোনো বিকল্প নেই। সঠিক জ্ঞান ও মানবিক মূল্যবোধ ছাড়া ভবিষ্যৎ অন্ধকার হয়ে যাবে।” প্রথম শিক্ষা অফিসার মুহাম্মদ আব্দুল্লাহ আল মামুন বিশেষ অতিথি হিসেবে বক্তব্য রাখেন প্রতিষ্ঠাতা সদস্য গোবিন্দ প্রসাদ মহাজন, উপজেলা বিএনপির আহ্বায়ক আলহাজ নুর মোহাম্মদ, কমিটির সদস্য সচিব গিয়াস উদ্দিন চেয়ারম্যান, সদস্য জসিম উদ্দিন বাবুল, আব্দুল মান্নান দৌলত, আলি আজম, মোঃ ফিরোজ এবং সংগঠক সোহেল রানা। প্রভাষক মোঃ হাসান, সিনিয়র শিক্ষক শামিমা আক্তার ও মোঃ শাহাদাত হোসেনের যৌথ সঞ্চালনায় অনুষ্ঠানে স্বাগত বক্তব্য দেন অধ্যক্ষ মোহাম্মদ গিয়াস উদ্দিন। অনুষ্ঠানের শুরুতে পবিত্র কুরআন, ত্রিপিটক ও গীতা থেকে পাঠ করেন যথাক্রমে শিক্ষার্থী নাজিয়াত জামান, ঐন্দ্রিলা বড়ুয়া এবং রায় নন্দিনী। <box>738 1815 960 2170</box>
page-number-label: পৃষ্ঠা <box>65 40 85 53</box>
section-title: মতামত <box>155 15 261 55</box>
brief-article <box>23 2267 246 2451</box>
this-day-lead: ১৯৭২ সালের এই দিনে জন্মগ্রহণ করেন মুত্তিয়া মুরালিধরন, শ্রীলঙ্কান ক্রিকেট খেলোয়াড় <box>23 760 324 792</box>
player-right-fist <box>227 606 246 623</box>
brief-body: যদিও বিদ্যুৎ, জ্বালানি ও খনিজ সম্পদ মন্ত্রণালয় জানিয়েছে, দেশে পর্যাপ্ত তেলের মজুত রয়েছে এবং এপ্রিলজুড়ে সরবরাহ স্বাভাবিক থাকবে। ডিজেল ১০০ টাকা, অকটেন ১২০ টাকা, পেট্রোল ১১৮ টাকা ও কেরোসিন ১১২ টাকা লিটার দরে বিক্রি হচ্ছে। তবে বাস্তব চিত্র ভিন্ন। ভোর হওয়ার আগেই রাজধানীর বিভিন্ন পাম্পের সামনে মোটরসাইকেল ও গাড়ির দীর্ঘ লাইন দেখা যাচ্ছে। কোথাও কোথাও এই লাইন দুই কিলোমিটারের বেশি দীর্ঘ। বৈশাখের তীব্র গরমে ঘণ্টার পর ঘণ্টা অপেক্ষা করতে গিয়ে অসুস্থ হয়ে পড়ছেন অনেক চালক। <box>262 1526 484 1710</box>
editorial-label: সম্পাদকীয় <box>23 92 116 116</box>
brief-article <box>976 1800 1199 2240</box>
page-number: ২ <box>31 20 49 51</box>
death-item: ২০১৪ - গাব্রিয়েল গার্সিয়া মার্কেস, নোবেল পুরস্কার বিজয়ী কলম্বিয়ার সাংবাদিক ও লেখক। <box>23 1038 324 1070</box>
separator-square-icon <box>859 30 871 45</box>
brief-headline: থানা থেকেই <box>262 1357 357 1379</box>
brief-body: মোবাইল ফোন, সিমকার্ড, ডলার ও অন্যান্য সামগ্রী উদ্ধার করা হয়েছে। গতকাল বিকেলে ডিএমপির গণমাধ্যম ও জনসংযোগ বিভাগের সহকারী পুলিশ কমিশনার এন. এম. নাসিরুদ্দিন এ তথ্য নিশ্চিত করেন। তিনি জানান, গত ৫ এপ্রিল দুপুর ১টা ৪২ মিনিটে কোতোয়ালি থানাধীন ১৫ নম্বর সুভাষ বোস এভিনিউ এলাকায় ভুক্তভোগীর কাছে মোবাইল ফোন কেনার কথা বলে বাংলাদেশ পুলিশের গোয়েন্দা শাখার সদস্য পরিচয়ে প্রতারণা করে প্রতারক চক্রটি। <box>262 2093 484 2243</box>
briefs-column-1 <box>23 1176 246 2558</box>
logo-daily-label: দৈনিক <box>1041 18 1066 29</box>
left-column <box>23 79 324 1147</box>
brief-body: একইভাবে যে চারাটি তোমরা নিয়ে যাচ্ছ, সেটি বড় হয়ে যেমন পরিবেশ বাঁচাবে, তোমরাও ঠিক সেভাবেই সুশিক্ষায় শিক্ষিত হয়ে দেশের মানুষের ছায়া হয়ে দাঁড়াবে। মনে রেখো, সততা ও দেশপ্রেমই একজন শিক্ষার্থীর প্রকৃত অলঙ্কার। অনুষ্ঠানে বিশেষ অতিথি হিসেবে উপস্থিত ছিলেন: অতিরিক্ত পুলিশ সুপার প্রনব কুমার, লালন বিজ্ঞান ও কলা বিশ্ববিদ্যালয়ের রেজিস্ট্রার মোঃ মনিরুজ্জামান, কুষ্টিয়া সরকারি কলেজ অধ্যক্ষ মোল্লা মোঃ রুহুল আমীন সহ বিশিষ্ট ব্যক্তিবর্গ। উক্ত অনুষ্ঠানে স্বাগত বক্তব্য রাখেন কুষ্টিয়া জেলা পরিষদের প্রধান নির্বাহী কর্মকর্তা পলাশ মন্ডল। এদিন এসএসসি, এইচএসসি ও স্নাতক পর্যায়ের শিক্ষার্থীদের মাঝে মোট ১৯ লাখ ৩০ হাজার টাকা বিতরণ করা হয়। কুষ্টিয়া জেলার প্রত্যন্ত অঞ্চলের অসচ্ছল পরিবারের মেধাবী সন্তানরা এই সহায়তার আওতায় আসায় শিক্ষাঙ্গনে এক নতুন উদ্দীপনা সৃষ্টি হয়েছে। বক্তারা বলেন, রাজনৈতিক সদিচ্ছা থাকলে একটি জেলা পরিষদ যে কেবল রাস্তাঘাটের উন্নয়ন নয়, বরং শিক্ষা ও পরিবেশের সুরক্ষায় অগ্রণী ভূমিকা রাখতে পারে, কুষ্টিয়া জেলা পরিষদ তার অনন্য উদাহরণ। অনুষ্ঠানের শেষ পর্যায়ে শিক্ষার্থীদের হাতে বৃত্তির চেক ও ফলজ-বনজ চারা তুলে দেন প্রধান অতিথি। বৃত্তি পেয়ে উচ্ছ্বসিত শিক্ষার্থীরা জানায়, এই অর্থ তাদের শিক্ষা উপকরণের ব্যয় মেটাতে দারুণ সহায়তা করবে। একজন বৃত্তিপ্রাপ্ত শিক্ষার্থী বলেন, “মেধার ভিত্তিতে এই স্বীকৃতি আমাদের আত্মবিশ্বাস বাড়িয়ে দিয়েছে। আমরা জেলা পরিষদের এই উদ্যোগের প্রতি কৃতজ্ঞ।” বক্তারা শিক্ষার প্রসারে জেলা পরিষদের এই ধারাবাহিক উদ্যোগকে সাধুবাদ জানান। তারা বলেন, শিক্ষা ও পরিবেশের এই মেলবন্ধন কুষ্টিয়ার সামাজিক উন্নয়নে দীর্ঘমেয়াদী প্রভাব ফেলবে। অনুষ্ঠান শেষে প্রধান অতিথি শিক্ষার্থীদের সঙ্গে নিয়ে প্রতীকী বৃক্ষ রোপণ কর্মসূচির সূচনা করেন। <box>738 1214 960 1775</box>
this-day-tagline: আপনার সন্তানকে এগিয়ে রাখতে ইতিহাস জানার সুযোগ করে দিন <box>152 530 312 585</box>
